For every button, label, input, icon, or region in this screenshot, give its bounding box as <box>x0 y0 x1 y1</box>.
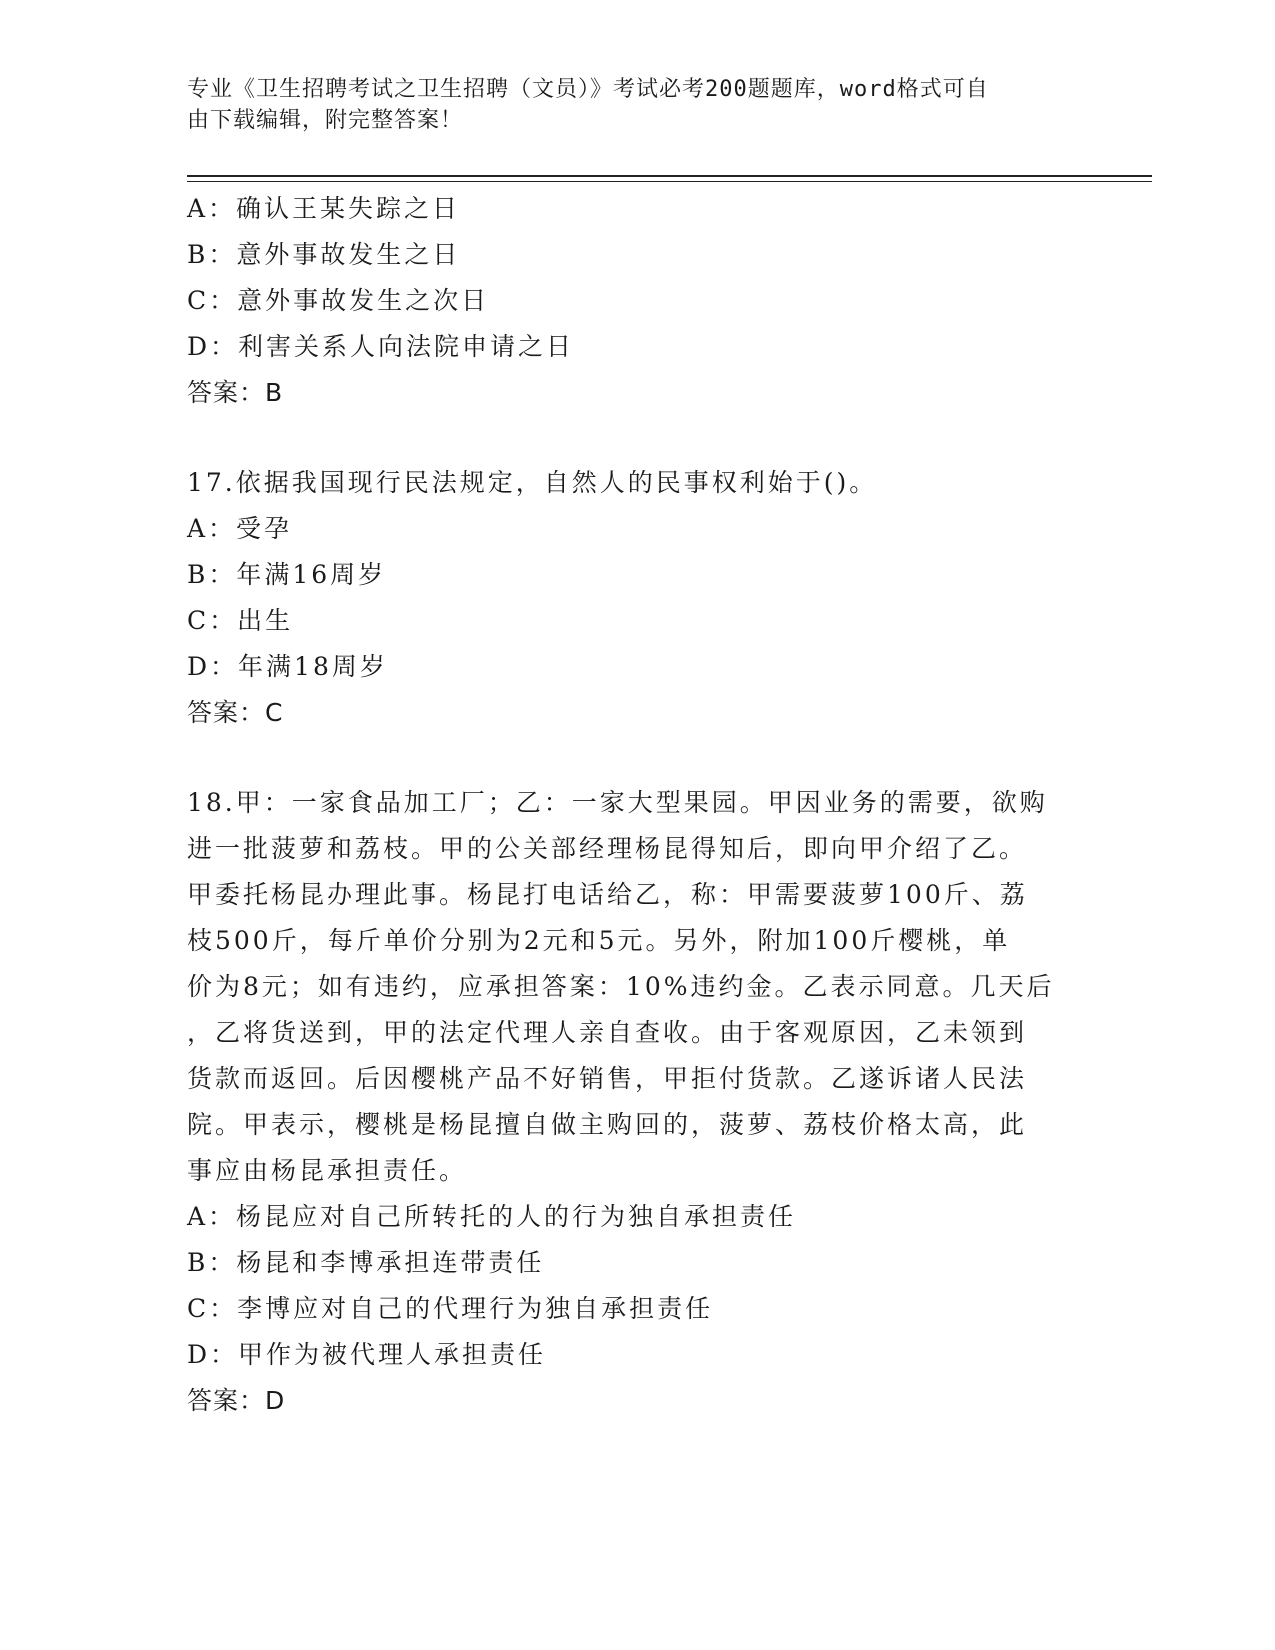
header-line-1: 专业《卫生招聘考试之卫生招聘（文员）》考试必考200题题库，word格式可自 <box>187 77 989 102</box>
option-a: A：杨昆应对自己所转托的人的行为独自承担责任 <box>187 1202 797 1231</box>
question-text-line: ，乙将货送到，甲的法定代理人亲自查收。由于客观原因，乙未领到 <box>187 1018 1028 1047</box>
question-17-block <box>187 460 1067 736</box>
option-b: B：年满16周岁 <box>187 560 387 589</box>
option-d: D：甲作为被代理人承担责任 <box>187 1340 547 1369</box>
header-rule-thin <box>187 181 1152 182</box>
option-a: A：确认王某失踪之日 <box>187 194 461 223</box>
answer-line: 答案：D <box>187 1386 286 1415</box>
answer-line: 答案：B <box>187 378 284 407</box>
question-text: 17.依据我国现行民法规定，自然人的民事权利始于()。 <box>187 468 878 497</box>
question-text-line: 枝500斤，每斤单价分别为2元和5元。另外，附加100斤樱桃，单 <box>187 926 1011 955</box>
question-text-line: 事应由杨昆承担责任。 <box>187 1156 468 1185</box>
answer-line: 答案：C <box>187 698 284 727</box>
question-16-block <box>187 186 1067 416</box>
question-text-line: 院。甲表示，樱桃是杨昆擅自做主购回的，菠萝、荔枝价格太高，此 <box>187 1110 1028 1139</box>
question-text-line: 进一批菠萝和荔枝。甲的公关部经理杨昆得知后，即向甲介绍了乙。 <box>187 834 1028 863</box>
question-text-line: 甲委托杨昆办理此事。杨昆打电话给乙，称：甲需要菠萝100斤、荔 <box>187 880 1028 909</box>
question-text-line: 18.甲：一家食品加工厂；乙：一家大型果园。甲因业务的需要，欲购 <box>187 788 1048 817</box>
document-body <box>187 186 1067 1424</box>
header-line-2: 由下载编辑，附完整答案！ <box>187 108 464 133</box>
option-c: C：出生 <box>187 606 294 635</box>
document-header <box>187 74 1067 136</box>
option-b: B：杨昆和李博承担连带责任 <box>187 1248 545 1277</box>
header-rule-thick <box>187 175 1152 177</box>
option-a: A：受孕 <box>187 514 293 543</box>
spacer <box>187 736 1067 780</box>
spacer <box>187 416 1067 460</box>
question-text-line: 价为8元；如有违约，应承担答案：10%违约金。乙表示同意。几天后 <box>187 972 1055 1001</box>
option-c: C：李博应对自己的代理行为独自承担责任 <box>187 1294 714 1323</box>
question-18-block <box>187 780 1067 1424</box>
option-c: C：意外事故发生之次日 <box>187 286 490 315</box>
option-d: D：利害关系人向法院申请之日 <box>187 332 575 361</box>
option-d: D：年满18周岁 <box>187 652 388 681</box>
question-text-line: 货款而返回。后因樱桃产品不好销售，甲拒付货款。乙遂诉诸人民法 <box>187 1064 1028 1093</box>
option-b: B：意外事故发生之日 <box>187 240 461 269</box>
